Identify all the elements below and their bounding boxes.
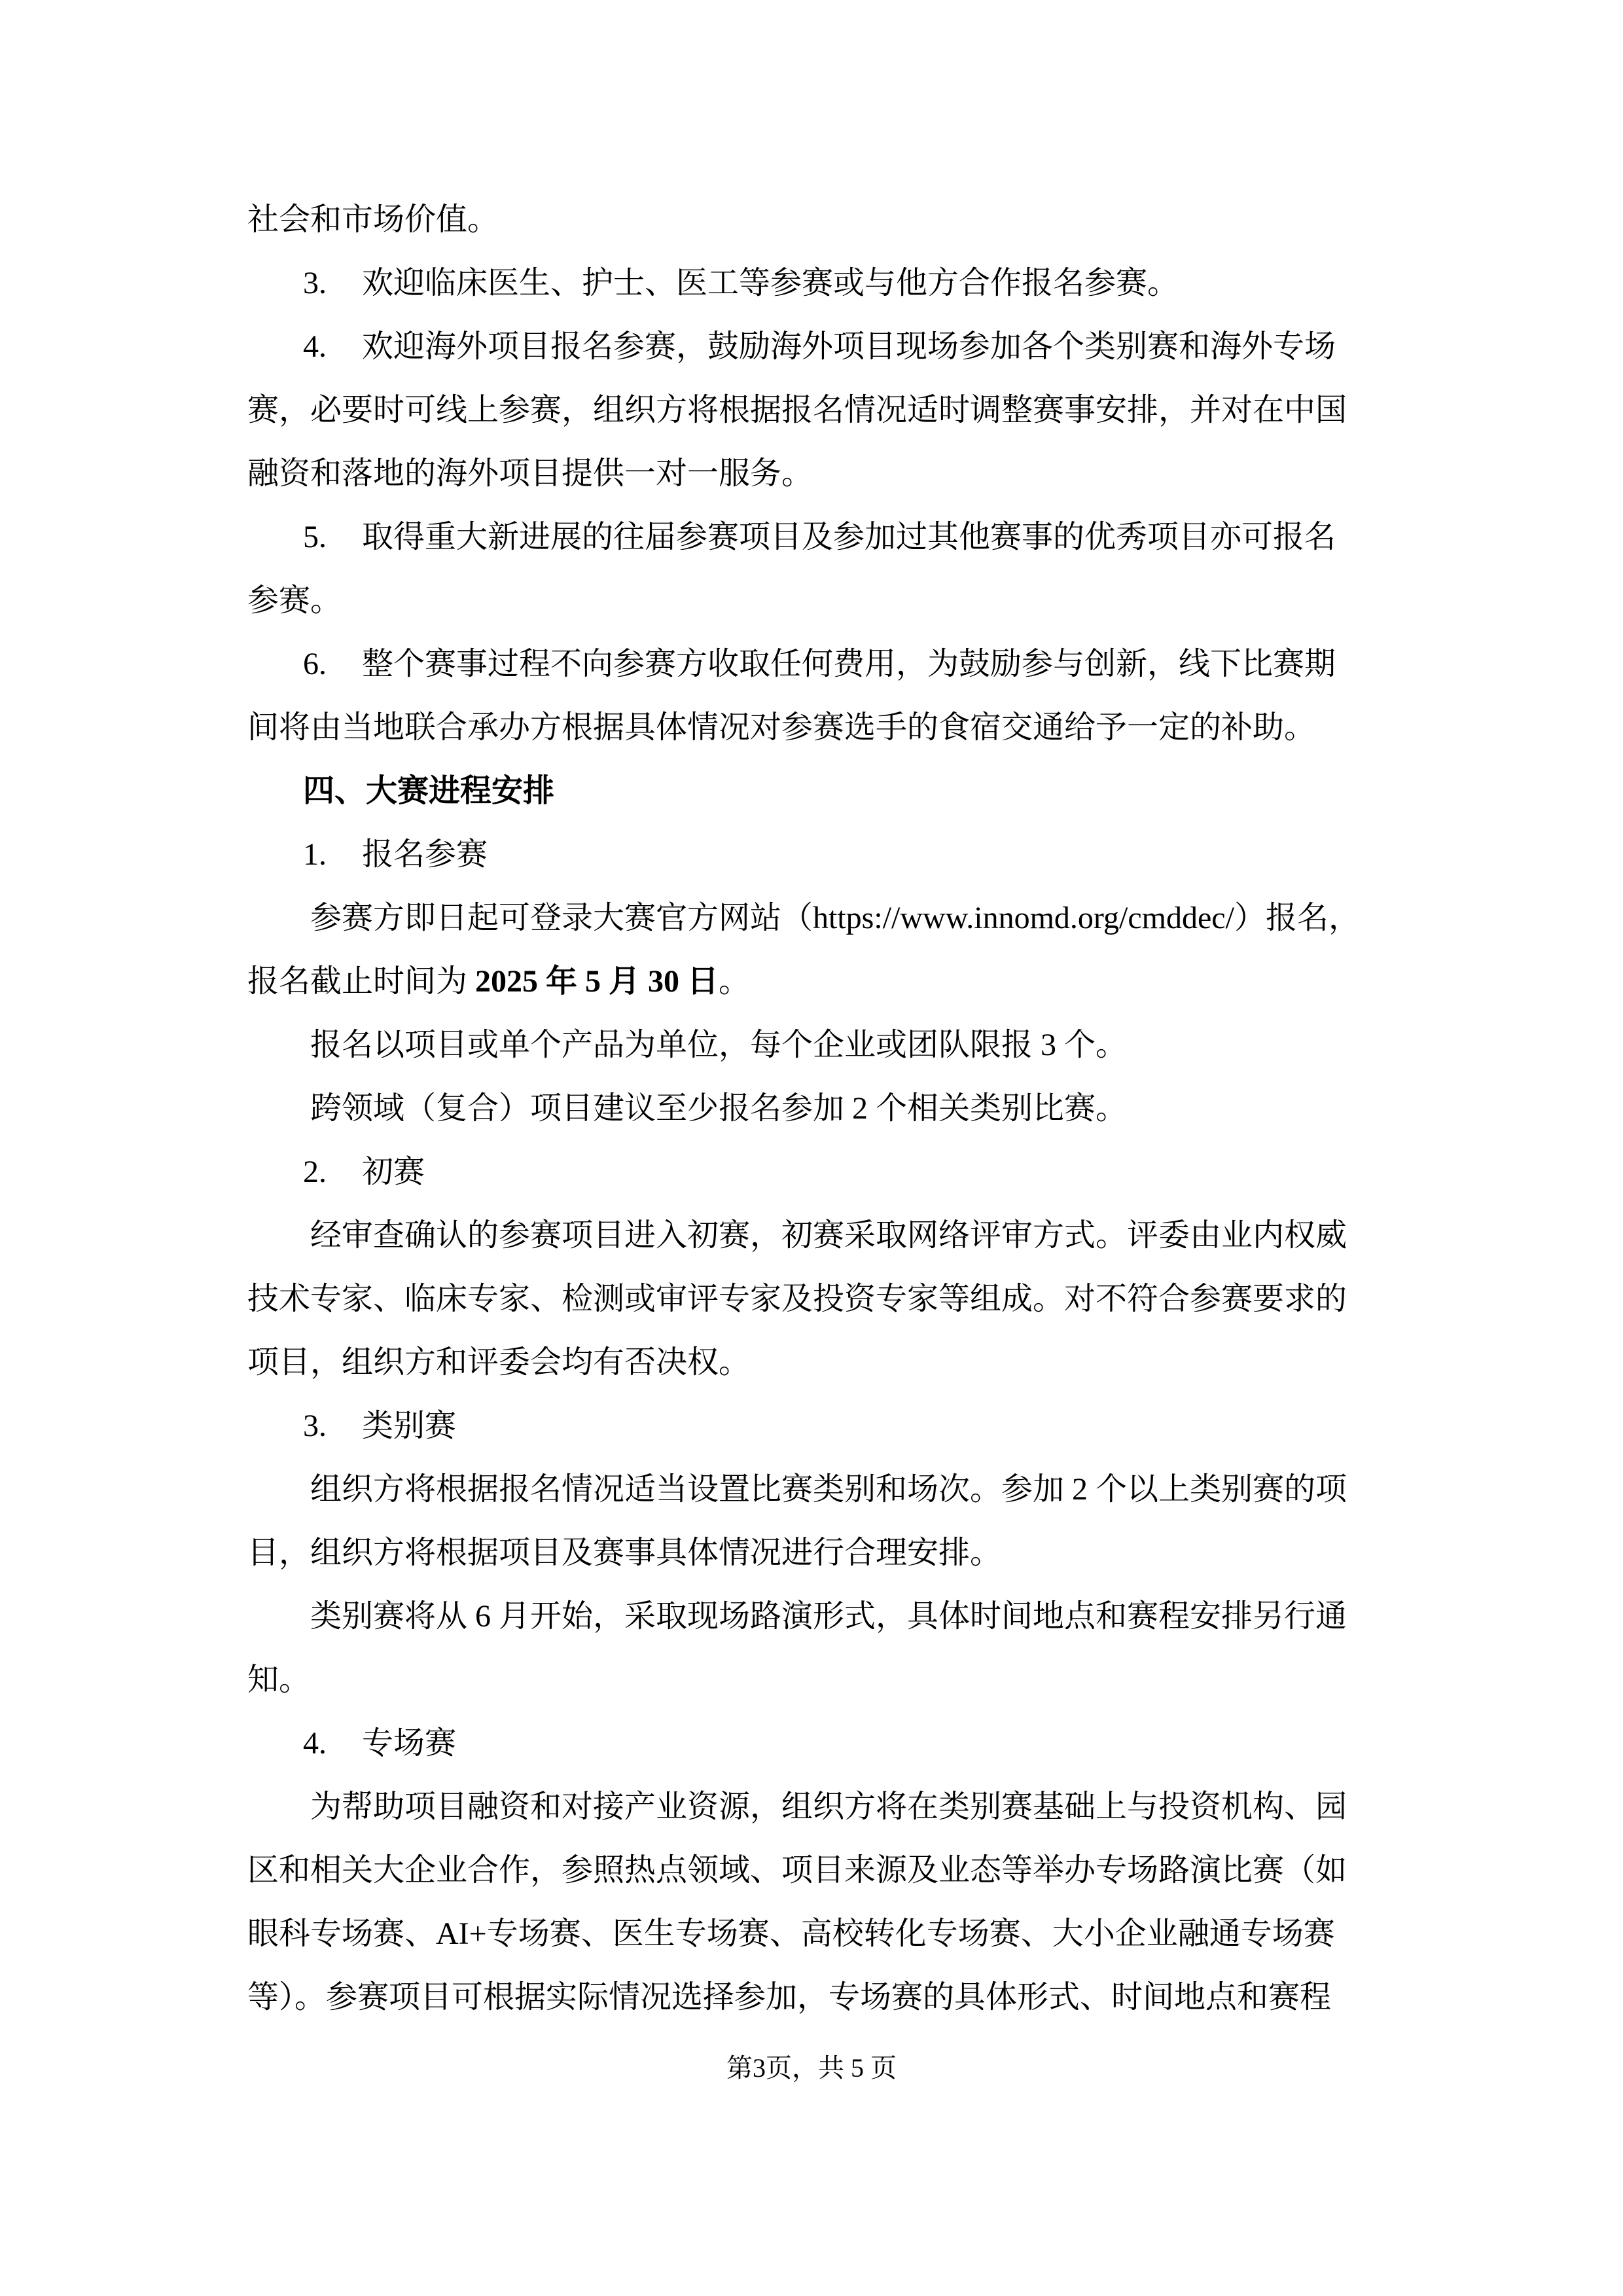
list-number: 3. — [303, 266, 327, 300]
text-line — [247, 315, 1386, 378]
text-run: 目，组织方将根据项目及赛事具体情况进行合理安排。 — [247, 1535, 1002, 1570]
text-run: 等）。参赛项目可根据实际情况选择参加，专场赛的具体形式、时间地点和赛程 — [247, 1980, 1332, 2015]
text-line — [247, 886, 1386, 950]
text-run: 区和相关大企业合作，参照热点领域、项目来源及业态等举办专场路演比赛（如 — [247, 1853, 1347, 1888]
text-run: 报名参赛 — [362, 837, 488, 872]
text-line — [247, 1902, 1386, 1965]
text-run: 参赛方即日起可登录大赛官方网站（https://www.innomd.org/cmddec/）报名， — [310, 901, 1360, 935]
text-run: 参赛。 — [247, 583, 342, 618]
text-line — [247, 1648, 1386, 1712]
text-run: 跨领域（复合）项目建议至少报名参加 2 个相关类别比赛。 — [310, 1091, 1128, 1126]
text-run: 组织方将根据报名情况适当设置比赛类别和场次。参加 2 个以上类别赛的项 — [310, 1472, 1347, 1507]
text-line — [247, 1013, 1386, 1077]
document-body — [247, 188, 1386, 2029]
list-number: 4. — [303, 1726, 327, 1761]
text-line — [247, 188, 1386, 251]
text-run: 眼科专场赛、AI+专场赛、医生专场赛、高校转化专场赛、大小企业融通专场赛 — [247, 1916, 1335, 1951]
text-line — [247, 251, 1386, 315]
text-line — [247, 1458, 1386, 1521]
page-footer: 第3页，共 5 页 — [726, 2053, 897, 2083]
text-run: 社会和市场价值。 — [247, 202, 499, 237]
text-line — [247, 1331, 1386, 1394]
list-number: 6. — [303, 647, 327, 681]
text-run: 初赛 — [362, 1155, 425, 1189]
text-line — [247, 1965, 1386, 2029]
text-run: 整个赛事过程不向参赛方收取任何费用，为鼓励参与创新，线下比赛期 — [362, 647, 1336, 681]
text-line — [247, 1140, 1386, 1204]
text-run: 四、大赛进程安排 — [303, 774, 555, 808]
text-run: 赛，必要时可线上参赛，组织方将根据报名情况适时调整赛事安排，并对在中国 — [247, 393, 1347, 427]
text-run: 融资和落地的海外项目提供一对一服务。 — [247, 456, 813, 491]
text-line — [247, 1267, 1386, 1331]
text-line — [247, 1585, 1386, 1648]
bold-text-run: 2025 年 5 月 30 日 — [475, 964, 719, 999]
text-line — [247, 569, 1386, 632]
text-run: 知。 — [247, 1662, 311, 1697]
text-line — [247, 1394, 1386, 1458]
text-run: 为帮助项目融资和对接产业资源，组织方将在类别赛基础上与投资机构、园 — [310, 1789, 1347, 1824]
text-run: 项目，组织方和评委会均有否决权。 — [247, 1345, 751, 1380]
text-run: 经审查确认的参赛项目进入初赛，初赛采取网络评审方式。评委由业内权威 — [310, 1218, 1347, 1253]
text-run: 取得重大新进展的往届参赛项目及参加过其他赛事的优秀项目亦可报名 — [362, 520, 1336, 554]
text-line — [247, 950, 1386, 1013]
text-line — [247, 1077, 1386, 1140]
list-number: 1. — [303, 837, 327, 872]
text-line — [247, 1775, 1386, 1839]
text-run: 技术专家、临床专家、检测或审评专家及投资专家等组成。对不符合参赛要求的 — [247, 1282, 1347, 1316]
list-number: 4. — [303, 329, 327, 364]
list-number: 3. — [303, 1408, 327, 1443]
text-line — [247, 378, 1386, 442]
text-line — [247, 823, 1386, 886]
text-run: 欢迎海外项目报名参赛，鼓励海外项目现场参加各个类别赛和海外专场 — [362, 329, 1336, 364]
text-run: 间将由当地联合承办方根据具体情况对参赛选手的食宿交通给予一定的补助。 — [247, 710, 1316, 745]
text-line — [247, 505, 1386, 569]
text-run: 欢迎临床医生、护士、医工等参赛或与他方合作报名参赛。 — [362, 266, 1179, 300]
text-line — [247, 696, 1386, 759]
text-run: 报名以项目或单个产品为单位，每个企业或团队限报 3 个。 — [310, 1028, 1128, 1062]
text-line — [247, 1839, 1386, 1902]
text-run: 类别赛 — [362, 1408, 457, 1443]
text-run: 报名截止时间为 — [247, 964, 476, 999]
text-line — [247, 442, 1386, 505]
text-line — [247, 1521, 1386, 1585]
text-run: 专场赛 — [362, 1726, 457, 1761]
text-run: 类别赛将从 6 月开始，采取现场路演形式，具体时间地点和赛程安排另行通 — [310, 1599, 1347, 1634]
text-run: 。 — [719, 964, 751, 999]
text-line — [247, 1712, 1386, 1775]
list-number: 5. — [303, 520, 327, 554]
list-number: 2. — [303, 1155, 327, 1189]
text-line — [247, 632, 1386, 696]
section-heading — [247, 759, 1386, 823]
text-line — [247, 1204, 1386, 1267]
